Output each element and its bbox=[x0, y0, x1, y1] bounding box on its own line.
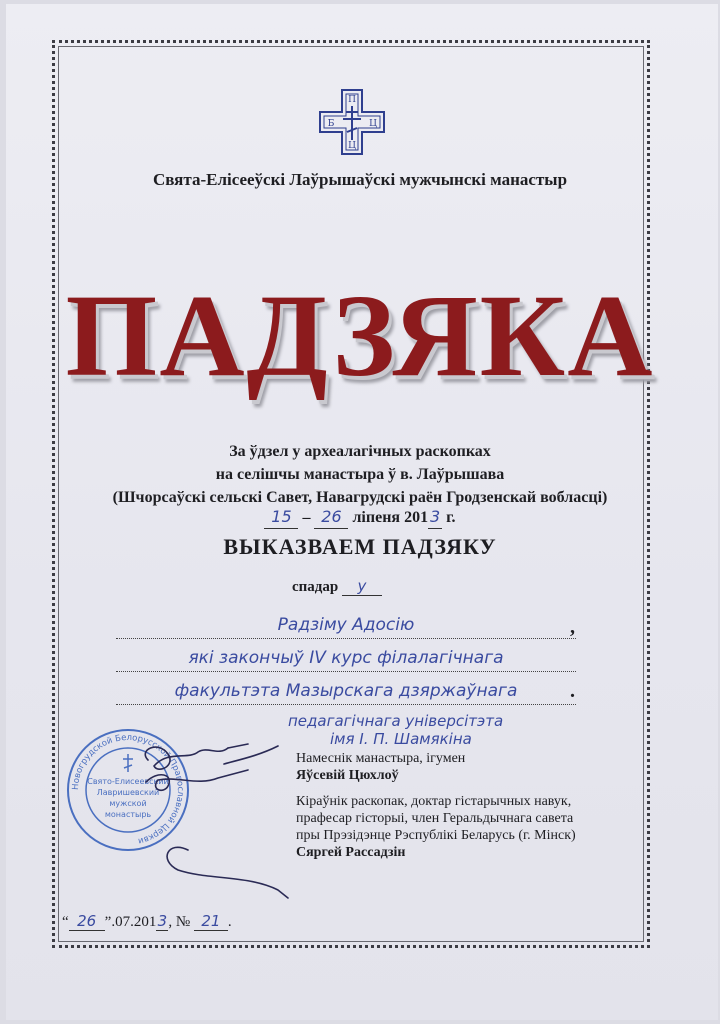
footer-day-handwritten: 26 bbox=[69, 912, 105, 931]
signatory-1-name: Яўсевій Цюхлоў bbox=[296, 768, 399, 783]
stamp-inner-line-4: монастырь bbox=[104, 810, 152, 819]
footer-number-label: , № bbox=[168, 914, 191, 930]
signatory-1 bbox=[296, 750, 465, 784]
date-dash: – bbox=[302, 509, 311, 526]
addressee-prefix: спадар bbox=[292, 579, 339, 595]
certificate-title: ПАДЗЯКА bbox=[65, 270, 655, 401]
footer-year-digit-handwritten: 3 bbox=[157, 912, 168, 930]
monastery-name: Свята-Елісееўскі Лаўрышаўскі мужчынскі манастыр bbox=[152, 170, 568, 189]
signatory-2-role-line-3: пры Прэзідэнце Рэспублікі Беларусь (г. Мінск) bbox=[296, 828, 576, 843]
thanks-heading: ВЫКАЗВАЕМ ПАДЗЯКУ bbox=[223, 534, 497, 559]
signatory-2-role-line-2: прафесар гісторыі, член Геральдычнага савета bbox=[296, 811, 574, 826]
issue-date-line bbox=[62, 912, 232, 931]
reason-line-1: За ўдзел у археалагічных раскопках bbox=[229, 443, 491, 460]
addressee-prefix-line bbox=[292, 577, 382, 596]
footer-end: . bbox=[227, 914, 232, 930]
date-month-text: ліпеня 201 bbox=[352, 509, 429, 526]
footer-close-quote: ” bbox=[104, 914, 112, 930]
emblem-letter-right: Ц bbox=[369, 119, 377, 129]
signatory-1-role: Намеснік манастыра, ігумен bbox=[296, 751, 466, 766]
addressee-comma: , bbox=[570, 616, 575, 638]
stamp-inner-line-3: мужской bbox=[109, 799, 147, 808]
date-year-digit-handwritten: 3 bbox=[428, 505, 442, 529]
reason-line-2: на селішчы манастыра ў в. Лаўрышава bbox=[215, 466, 505, 483]
footer-month-year: .07.201 bbox=[111, 914, 157, 930]
addressee-name-handwritten: Радзіму Адосію bbox=[116, 612, 576, 639]
signatory-2 bbox=[296, 793, 576, 861]
addressee-line-3-handwritten: факультэта Мазырскага дзяржаўнага bbox=[116, 678, 576, 705]
date-to-handwritten: 26 bbox=[314, 505, 348, 529]
addressee-line-5-handwritten: імя І. П. Шамякіна bbox=[330, 730, 472, 748]
emblem-letter-top: П bbox=[348, 95, 356, 105]
addressee-line-2-handwritten: які закончыў IV курс філалагічнага bbox=[116, 645, 576, 672]
stamp-outer-text: Новогрудской Белорусской Православной Церкви bbox=[70, 732, 186, 846]
stamp-inner-line-2: Лавришевский bbox=[96, 788, 160, 797]
addressee-suffix-handwritten: у bbox=[342, 577, 382, 596]
addressee-line-4-handwritten: педагагічнага універсітэта bbox=[288, 712, 504, 730]
emblem-letter-left: Б bbox=[327, 119, 335, 129]
dates-line bbox=[0, 505, 720, 529]
emblem-letter-bottom: Ц bbox=[348, 141, 356, 151]
addressee-period: . bbox=[570, 680, 575, 702]
footer-number-handwritten: 21 bbox=[194, 912, 228, 931]
signatory-2-name: Сяргей Рассадзін bbox=[296, 845, 406, 860]
handwritten-signature bbox=[128, 730, 298, 910]
signatory-2-role-line-1: Кіраўнік раскопак, доктар гістарычных навук, bbox=[296, 794, 572, 809]
reason-line-3: (Шчорсаўскі сельскі Савет, Навагрудскі раён Гродзенскай вобласці) bbox=[112, 489, 608, 506]
date-year-suffix: г. bbox=[446, 509, 456, 526]
footer-open-quote: “ bbox=[62, 914, 69, 930]
date-from-handwritten: 15 bbox=[264, 505, 298, 529]
orthodox-cross-emblem-icon bbox=[316, 86, 388, 158]
stamp-inner-line-1: Свято-Елисеевский bbox=[87, 777, 169, 786]
